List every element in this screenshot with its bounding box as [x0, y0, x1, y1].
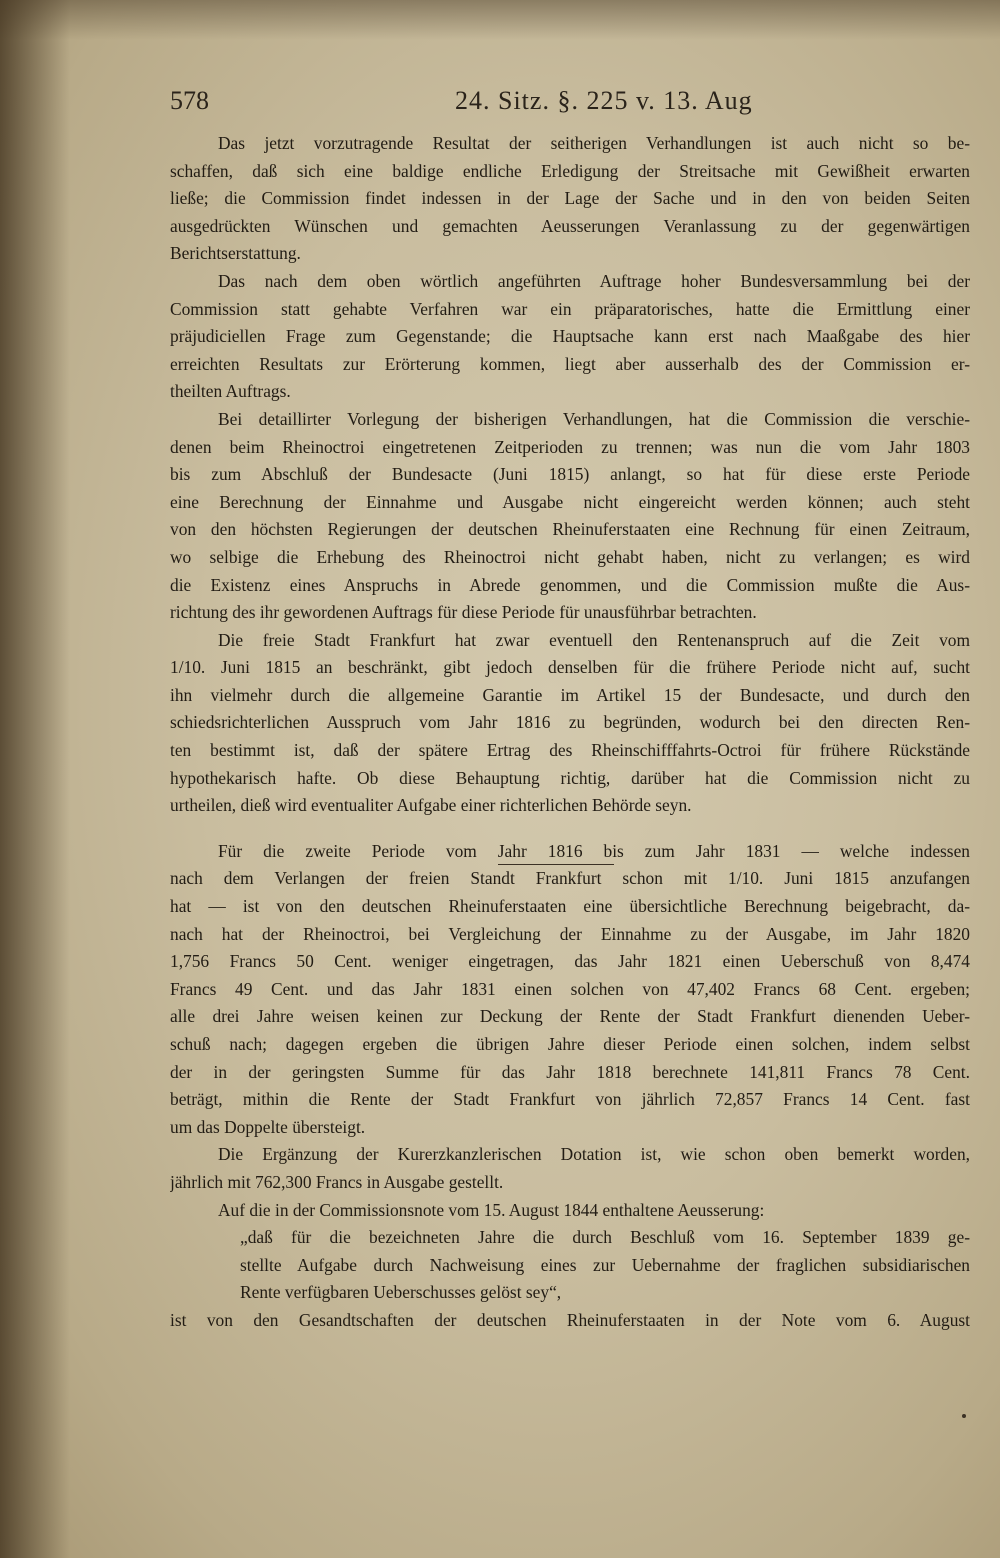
text-line: Das nach dem oben wörtlich angeführten Auftrage hoher Bundesversammlung bei der [218, 270, 970, 291]
text-line: urtheilen, dieß wird eventualiter Aufgabe einer richterlichen Behörde seyn. [170, 795, 692, 816]
paragraph [170, 838, 970, 1142]
paragraph [170, 1307, 970, 1335]
text-line: um das Doppelte übersteigt. [170, 1116, 366, 1137]
text-line: richtung des ihr gewordenen Auftrags für diese Periode für unausführbar betrachten. [170, 602, 757, 623]
text-line: theilten Auftrags. [170, 381, 291, 402]
paragraph [170, 268, 970, 406]
text-line: „daß für die bezeichneten Jahre die durch Beschluß vom 16. September 1839 ge- [240, 1227, 970, 1248]
text-line: Bei detaillirter Vorlegung der bisherigen Verhandlungen, hat die Commission die verschie- [218, 408, 970, 429]
text-line: jährlich mit 762,300 Francs in Ausgabe gestellt. [170, 1171, 504, 1192]
text-line: schuß nach; dagegen ergeben die übrigen Jahre dieser Periode einen solchen, indem selbst [170, 1034, 970, 1054]
paragraph [170, 1197, 970, 1225]
text-line: Commission statt gehabte Verfahren war ein präparatorisches, hatte die Ermittlung einer [170, 298, 970, 319]
text-line: hypothekarisch hafte. Ob diese Behauptung richtig, darüber hat die Commission nicht zu [170, 767, 970, 788]
running-head: 24. Sitz. §. 225 v. 13. Aug [455, 86, 753, 115]
text-line: ten bestimmt ist, daß der spätere Ertrag des Rheinschifffahrts-Octroi für frühere Rückstände [170, 740, 970, 761]
quoted-passage [170, 1224, 970, 1307]
text-line: 1/10. Juni 1815 an beschränkt, gibt jedoch denselben für die frühere Periode nicht auf, sucht [170, 657, 970, 678]
text-line: nach hat der Rheinoctroi, bei Vergleichung der Einnahme zu der Ausgabe, im Jahr 1820 [170, 923, 970, 944]
text-line: ist von den Gesandtschaften der deutschen Rheinuferstaaten in der Note vom 6. August [170, 1309, 970, 1330]
text-line: ihn vielmehr durch die allgemeine Garantie im Artikel 15 der Bundesacte, und durch den [170, 684, 970, 705]
text-line: präjudiciellen Frage zum Gegenstande; die Hauptsache kann erst nach Maaßgabe des hier [170, 326, 970, 347]
text-line: 1,756 Francs 50 Cent. weniger eingetragen, das Jahr 1821 einen Ueberschuß von 8,474 [170, 951, 970, 972]
text-line: nach dem Verlangen der freien Standt Frankfurt schon mit 1/10. Juni 1815 anzufangen [170, 868, 970, 889]
text-line: stellte Aufgabe durch Nachweisung eines zur Uebernahme der fraglichen subsidiarischen [240, 1254, 970, 1275]
text-line: Die freie Stadt Frankfurt hat zwar eventuell den Rentenanspruch auf die Zeit vom [218, 629, 970, 650]
text-line: Berichtserstattung. [170, 243, 301, 264]
text-line: Francs 49 Cent. und das Jahr 1831 einen solchen von 47,402 Francs 68 Cent. ergeben; [170, 978, 970, 999]
text-line: schaffen, daß sich eine baldige endliche Erledigung der Streitsache mit Gewißheit erwarten [170, 160, 970, 181]
page-header [170, 86, 970, 126]
paragraph [170, 1141, 970, 1196]
binding-shadow [0, 0, 70, 1558]
paragraph [170, 627, 970, 820]
text-line: Für die zweite Periode vom Jahr 1816 bis zum Jahr 1831 — welche indessen [218, 840, 970, 861]
text-line: beträgt, mithin die Rente der Stadt Frankfurt von jährlich 72,857 Francs 14 Cent. fast [170, 1089, 970, 1110]
text-line: Rente verfügbaren Ueberschusses gelöst sey“, [240, 1282, 562, 1303]
text-line: von den höchsten Regierungen der deutschen Rheinuferstaaten eine Rechnung für einen Zeitraum, [170, 519, 970, 540]
text-line: Die Ergänzung der Kurerzkanzlerischen Dotation ist, wie schon oben bemerkt worden, [218, 1144, 970, 1165]
ink-spot [962, 1414, 966, 1418]
text-line: eine Berechnung der Einnahme und Ausgabe nicht eingereicht werden können; auch steht [170, 491, 970, 512]
text-line: Auf die in der Commissionsnote vom 15. August 1844 enthaltene Aeusserung: [218, 1199, 765, 1220]
text-line: ließe; die Commission findet indessen in der Lage der Sache und in den von beiden Seiten [170, 188, 970, 209]
text-line: alle drei Jahre weisen keinen zur Deckung der Rente der Stadt Frankfurt dienenden Ueber- [170, 1006, 970, 1027]
text-line: Das jetzt vorzutragende Resultat der seitherigen Verhandlungen ist auch nicht so be- [218, 133, 970, 153]
text-line: der in der geringsten Summe für das Jahr 1818 berechnete 141,811 Francs 78 Cent. [170, 1061, 970, 1082]
section-gap [170, 820, 970, 838]
text-line: bis zum Abschluß der Bundesacte (Juni 1815) anlangt, so hat für diese erste Periode [170, 464, 970, 485]
text-line: wo selbige die Erhebung des Rheinoctroi nicht gehabt haben, nicht zu verlangen; es wird [170, 546, 970, 567]
paragraph [170, 130, 970, 268]
text-line: denen beim Rheinoctroi eingetretenen Zeitperioden zu trennen; was nun die vom Jahr 1803 [170, 436, 970, 457]
text-line: die Existenz eines Anspruchs in Abrede genommen, und die Commission mußte die Aus- [170, 574, 970, 595]
body-text [170, 130, 970, 1335]
text-line: schiedsrichterlichen Ausspruch vom Jahr 1816 zu begründen, wodurch bei den directen Ren- [170, 712, 970, 733]
section-separator-rule [498, 864, 614, 865]
top-edge-shadow [0, 0, 1000, 40]
paragraph [170, 406, 970, 627]
text-line: erreichten Resultats zur Erörterung kommen, liegt aber ausserhalb des der Commission er- [170, 353, 970, 374]
text-line: hat — ist von den deutschen Rheinuferstaaten eine übersichtliche Berechnung beigebracht, da- [170, 896, 970, 917]
page-number: 578 [170, 86, 209, 115]
text-line: ausgedrückten Wünschen und gemachten Aeusserungen Veranlassung zu der gegenwärtigen [170, 215, 970, 236]
